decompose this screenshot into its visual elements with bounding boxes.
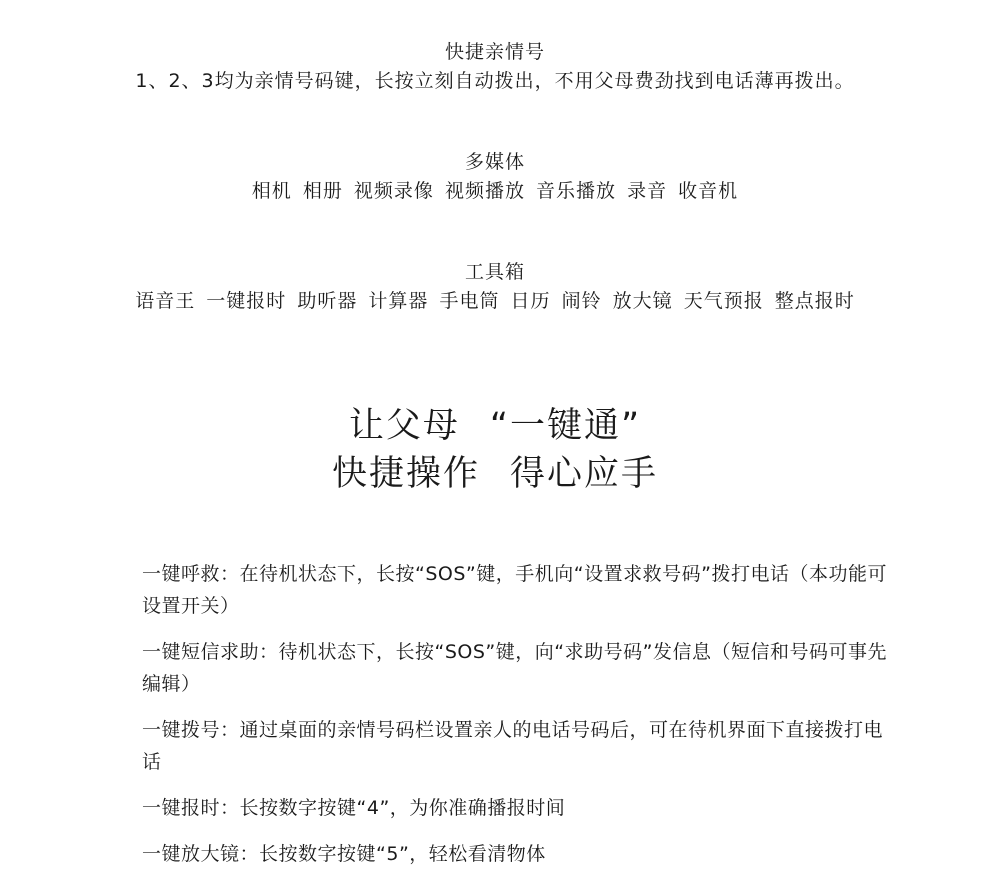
feature-paragraph	[142, 558, 902, 622]
feature-description: 长按数字按键“5”，轻松看清物体	[259, 843, 546, 865]
feature-item: 计算器	[368, 290, 429, 312]
feature-item: 视频录像	[353, 180, 434, 202]
section-family-shortcuts	[0, 38, 990, 96]
feature-paragraph	[142, 636, 902, 700]
feature-item: 收音机	[678, 180, 739, 202]
headline-line-2	[0, 450, 990, 498]
headline-text: “一键通”	[489, 406, 642, 446]
headline-text: 快捷操作	[331, 454, 480, 494]
feature-description: 在待机状态下，长按“SOS”键，手机向“设置求救号码”拨打电话（本功能可设置开关）	[142, 563, 887, 617]
feature-item: 闹铃	[561, 290, 602, 312]
feature-paragraph	[142, 714, 902, 778]
feature-item: 整点报时	[774, 290, 855, 312]
feature-paragraph	[142, 792, 902, 824]
feature-item: 相册	[302, 180, 343, 202]
section-heading: 快捷亲情号	[444, 41, 545, 63]
feature-item: 放大镜	[612, 290, 673, 312]
section-multimedia	[0, 148, 990, 206]
feature-description: 通过桌面的亲情号码栏设置亲人的电话号码后，可在待机界面下直接拨打电话	[142, 719, 884, 773]
feature-paragraph	[142, 838, 902, 870]
feature-item: 视频播放	[444, 180, 525, 202]
toolbox-feature-list	[0, 286, 990, 316]
feature-title: 一键短信求助：	[142, 641, 279, 663]
section-description: 1、2、3均为亲情号码键，长按立刻自动拨出，不用父母费劲找到电话薄再拨出。	[135, 70, 855, 92]
feature-item: 天气预报	[683, 290, 764, 312]
feature-item: 一键报时	[206, 290, 287, 312]
feature-title: 一键呼救：	[142, 563, 240, 585]
one-key-feature-list	[142, 558, 902, 884]
section-heading: 工具箱	[464, 261, 525, 283]
cropped-text-fragment	[0, 0, 990, 4]
headline	[0, 402, 990, 498]
feature-description: 长按数字按键“4”，为你准确播报时间	[239, 797, 566, 819]
feature-item: 音乐播放	[536, 180, 617, 202]
headline-text: 让父母	[348, 406, 460, 446]
section-toolbox	[0, 258, 990, 316]
headline-line-1	[0, 402, 990, 450]
feature-title: 一键拨号：	[142, 719, 240, 741]
feature-item: 录音	[627, 180, 668, 202]
feature-item: 相机	[251, 180, 292, 202]
section-heading: 多媒体	[464, 151, 525, 173]
multimedia-feature-list	[0, 176, 990, 206]
feature-title: 一键报时：	[142, 797, 240, 819]
feature-title: 一键放大镜：	[142, 843, 260, 865]
feature-description: 待机状态下，长按“SOS”键，向“求助号码”发信息（短信和号码可事先编辑）	[142, 641, 887, 695]
headline-text: 得心应手	[510, 454, 659, 494]
feature-item: 助听器	[297, 290, 358, 312]
feature-item: 手电筒	[439, 290, 500, 312]
feature-item: 日历	[510, 290, 551, 312]
feature-item: 语音王	[135, 290, 196, 312]
